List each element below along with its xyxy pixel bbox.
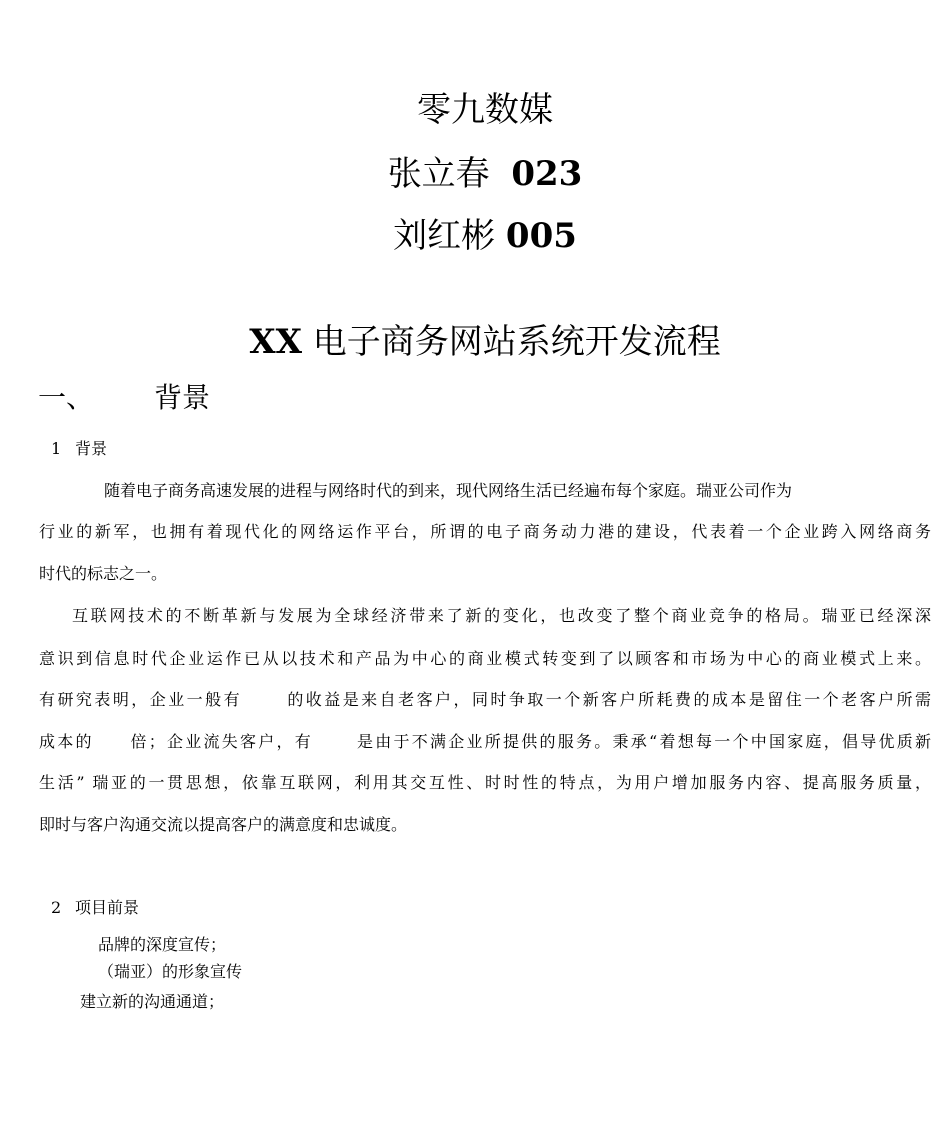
author-1-id: 023 (511, 154, 583, 194)
author-2-name: 刘红彬 (393, 216, 496, 256)
paragraph-2-line-3 (39, 689, 931, 711)
title-rest: 电子商务网站系统开发流程 (312, 322, 721, 362)
paragraph-2-line-5: 生活” 瑞亚的一贯思想，依靠互联网，利用其交互性、时时性的特点，为用户增加服务内容、提高服务质量， (39, 773, 931, 792)
sub-heading-2 (51, 897, 139, 919)
author-line-2 (0, 216, 950, 256)
author-1-name: 张立春 (387, 154, 490, 194)
sub-heading-1 (51, 438, 107, 460)
paragraph-2-line-4-part-c: 是由于不满企业所提供的服务。秉承“着想每一个中国家庭，倡导优质新 (357, 732, 931, 751)
author-line-1 (0, 154, 950, 194)
list-item: 品牌的深度宣传； (98, 935, 227, 954)
paragraph-2-line-3-part-a: 有研究表明，企业一般有 (39, 690, 243, 709)
sub-heading-title: 背景 (75, 439, 108, 458)
paragraph-2-line-4-part-b: 倍；企业流失客户，有 (130, 732, 313, 751)
org-name: 零九数媒 (417, 90, 553, 130)
paragraph-2-line-4-part-a: 成本的 (39, 732, 94, 751)
paragraph-1-line-1: 随着电子商务高速发展的进程与网络时代的到来，现代网络生活已经遍布每个家庭。瑞亚公司作为 (104, 481, 793, 500)
paragraph-1-line-2: 行业的新军，也拥有着现代化的网络运作平台，所谓的电子商务动力港的建设，代表着一个企业跨入网络商务 (39, 522, 931, 541)
sub-heading-title: 项目前景 (75, 898, 140, 917)
author-2-id: 005 (505, 216, 577, 256)
paragraph-2-line-6: 即时与客户沟通交流以提高客户的满意度和忠诚度。 (39, 815, 408, 834)
list-item: （瑞亚）的形象宣传 (98, 962, 243, 981)
section-number: 一、 (38, 381, 95, 414)
sub-heading-number: 2 (51, 898, 62, 917)
paragraph-2-line-4 (39, 731, 931, 753)
section-title: 背景 (154, 381, 211, 414)
sub-heading-number: 1 (51, 439, 62, 458)
paragraph-2-line-1: 互联网技术的不断革新与发展为全球经济带来了新的变化，也改变了整个商业竞争的格局。瑞亚已经深深 (72, 606, 931, 625)
section-heading-1 (38, 381, 210, 415)
list-item: 建立新的沟通通道； (80, 992, 225, 1011)
title-prefix: XX (249, 322, 302, 362)
document-title (0, 322, 950, 362)
paragraph-1-line-3: 时代的标志之一。 (39, 564, 168, 583)
paragraph-2-line-2: 意识到信息时代企业运作已从以技术和产品为中心的商业模式转变到了以顾客和市场为中心的商业模式上来。 (39, 649, 931, 668)
paragraph-2-line-3-part-b: 的收益是来自老客户，同时争取一个新客户所耗费的成本是留住一个老客户所需 (287, 690, 931, 709)
